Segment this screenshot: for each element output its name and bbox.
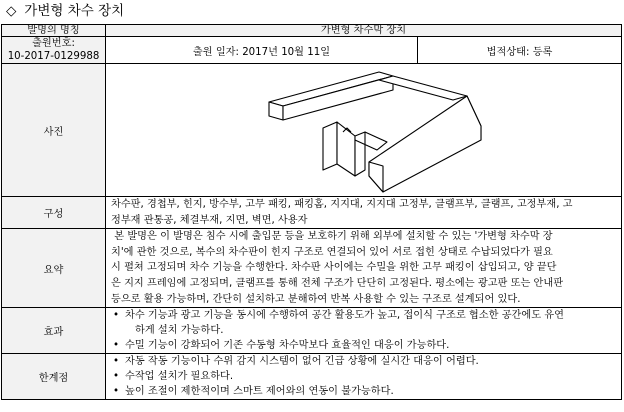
effects-label: 효과: [2, 308, 106, 354]
photo-cell: [106, 64, 622, 197]
right-wall-end: [369, 162, 383, 192]
legal-status: 법적상태: 등록: [418, 37, 622, 64]
limit-line: 높이 조절이 제한적이며 스마트 제어와의 연동이 불가능하다.: [125, 386, 394, 398]
effects-list: [106, 308, 622, 354]
limits-label: 한계점: [2, 354, 106, 400]
effects-row: [2, 308, 622, 354]
effect-line: 수밀 기능이 강화되어 기존 수동형 차수막보다 효율적인 대응이 가능하다.: [125, 340, 450, 352]
photo-row: [2, 64, 622, 197]
device-drawing: [229, 66, 499, 194]
diamond-icon: ◇: [6, 3, 17, 19]
summary-label: 요약: [2, 229, 106, 308]
summary-row: [2, 229, 622, 308]
limits-row: [2, 354, 622, 400]
barrier-panel-mid: [337, 122, 355, 176]
limit-line: 자동 작동 기능이나 수위 감지 시스템이 없어 긴급 상황에 실시간 대응이 어렵다.: [125, 356, 479, 368]
bullet-icon: •: [113, 340, 120, 352]
bullet-icon: •: [113, 371, 120, 383]
effect-line: 차수 기능과 광고 기능을 동시에 수행하여 공간 활용도가 높고, 접이식 구조로 협소한 공간에도 유연: [125, 310, 564, 322]
limits-list: [106, 354, 622, 400]
invention-name-value: 가변형 차수막 장치: [106, 25, 622, 37]
title-row: [2, 25, 622, 37]
photo-label: 사진: [2, 64, 106, 197]
effect-line: 하게 설치 가능하다.: [135, 325, 224, 337]
patent-table: [1, 24, 622, 400]
composition-text: [106, 197, 622, 229]
summary-line: 본 발명은 이 발명은 침수 시에 출입문 등을 보호하기 위해 외부에 설치할 수 있는 '가변형 차수막 장: [111, 231, 553, 243]
bullet-icon: •: [113, 356, 120, 368]
invention-name-label: 발명의 명칭: [2, 25, 106, 37]
summary-line: 등으로 활용 가능하며, 간단히 설치하고 분해하여 반복 사용할 수 있는 구조로 설계되어 있다.: [111, 293, 521, 305]
section-title: 가변형 차수 장치: [24, 3, 125, 19]
barrier-panel-right: [355, 132, 365, 176]
summary-line: 치'에 관한 것으로, 복수의 차수판이 힌지 구조로 연결되어 있어 서로 접힌 상태로 수납되었다가 필요: [111, 246, 553, 258]
bullet-icon: •: [113, 310, 120, 322]
list-item: [111, 338, 616, 353]
barrier-panel-left: [323, 122, 337, 170]
section-heading: [6, 2, 124, 20]
info-row: [2, 37, 622, 64]
list-item: [111, 369, 616, 384]
application-number-cell: [2, 37, 106, 64]
summary-line: 시 펼쳐 고정되며 차수 기능을 수행한다. 차수판 사이에는 수밀을 위한 고무 패킹이 삽입되고, 양 끝단: [111, 262, 557, 274]
composition-line: 차수판, 경첩부, 힌지, 방수부, 고무 패킹, 패킹홈, 지지대, 지지대 고정부, 클램프부, 클램프, 고정부재, 고: [111, 199, 573, 210]
application-number-label: 출원번호:: [32, 38, 75, 49]
summary-line: 은 지지 프레임에 고정되며, 클램프를 통해 전체 구조가 단단히 고정된다. 평소에는 광고판 또는 안내판: [111, 277, 564, 289]
composition-line: 정부재 관통공, 체결부재, 지면, 벽면, 사용자: [111, 214, 308, 226]
application-number-value: 10-2017-0129988: [7, 51, 100, 62]
list-item: [111, 308, 616, 338]
summary-text: [106, 229, 622, 308]
bullet-icon: •: [113, 386, 120, 398]
limit-line: 수작업 설치가 필요하다.: [125, 371, 234, 383]
list-item: [111, 354, 616, 369]
list-item: [111, 384, 616, 399]
composition-row: [2, 197, 622, 229]
right-wall-face: [369, 96, 481, 192]
filing-date: 출원 일자: 2017년 10월 11일: [106, 37, 418, 64]
composition-label: 구성: [2, 197, 106, 229]
